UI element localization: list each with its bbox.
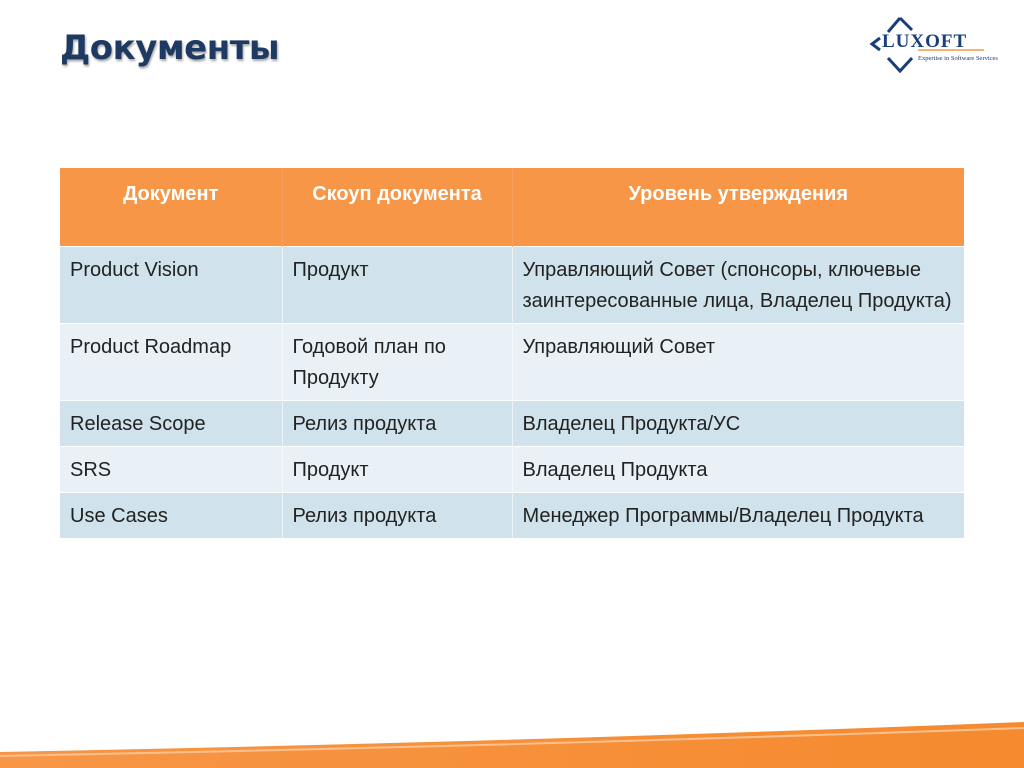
footer-decoration (0, 712, 1024, 768)
cell-approval: Управляющий Совет (512, 324, 964, 401)
table-row (60, 401, 964, 447)
cell-approval: Владелец Продукта (512, 447, 964, 493)
slide-title: Документы (60, 28, 280, 68)
table-header-row (60, 168, 964, 247)
cell-document: Product Roadmap (60, 324, 282, 401)
logo-brand: LUXOFT (882, 31, 968, 52)
cell-document: Use Cases (60, 493, 282, 539)
cell-document: Release Scope (60, 401, 282, 447)
cell-document: Product Vision (60, 247, 282, 324)
cell-document: SRS (60, 447, 282, 493)
luxoft-logo (866, 14, 998, 74)
table-row (60, 324, 964, 401)
cell-scope: Релиз продукта (282, 493, 512, 539)
cell-scope: Продукт (282, 447, 512, 493)
cell-scope: Продукт (282, 247, 512, 324)
logo-tagline: Expertise in Software Services (918, 55, 998, 62)
table-row (60, 493, 964, 539)
table-row (60, 247, 964, 324)
cell-approval: Управляющий Совет (спонсоры, ключевые заинтересованные лица, Владелец Продукта) (512, 247, 964, 324)
cell-scope: Годовой план по Продукту (282, 324, 512, 401)
cell-approval: Владелец Продукта/УС (512, 401, 964, 447)
cell-scope: Релиз продукта (282, 401, 512, 447)
cell-approval: Менеджер Программы/Владелец Продукта (512, 493, 964, 539)
header-approval-level: Уровень утверждения (512, 168, 964, 247)
header-scope: Скоуп документа (282, 168, 512, 247)
documents-table (60, 168, 964, 538)
header-document: Документ (60, 168, 282, 247)
table-row (60, 447, 964, 493)
